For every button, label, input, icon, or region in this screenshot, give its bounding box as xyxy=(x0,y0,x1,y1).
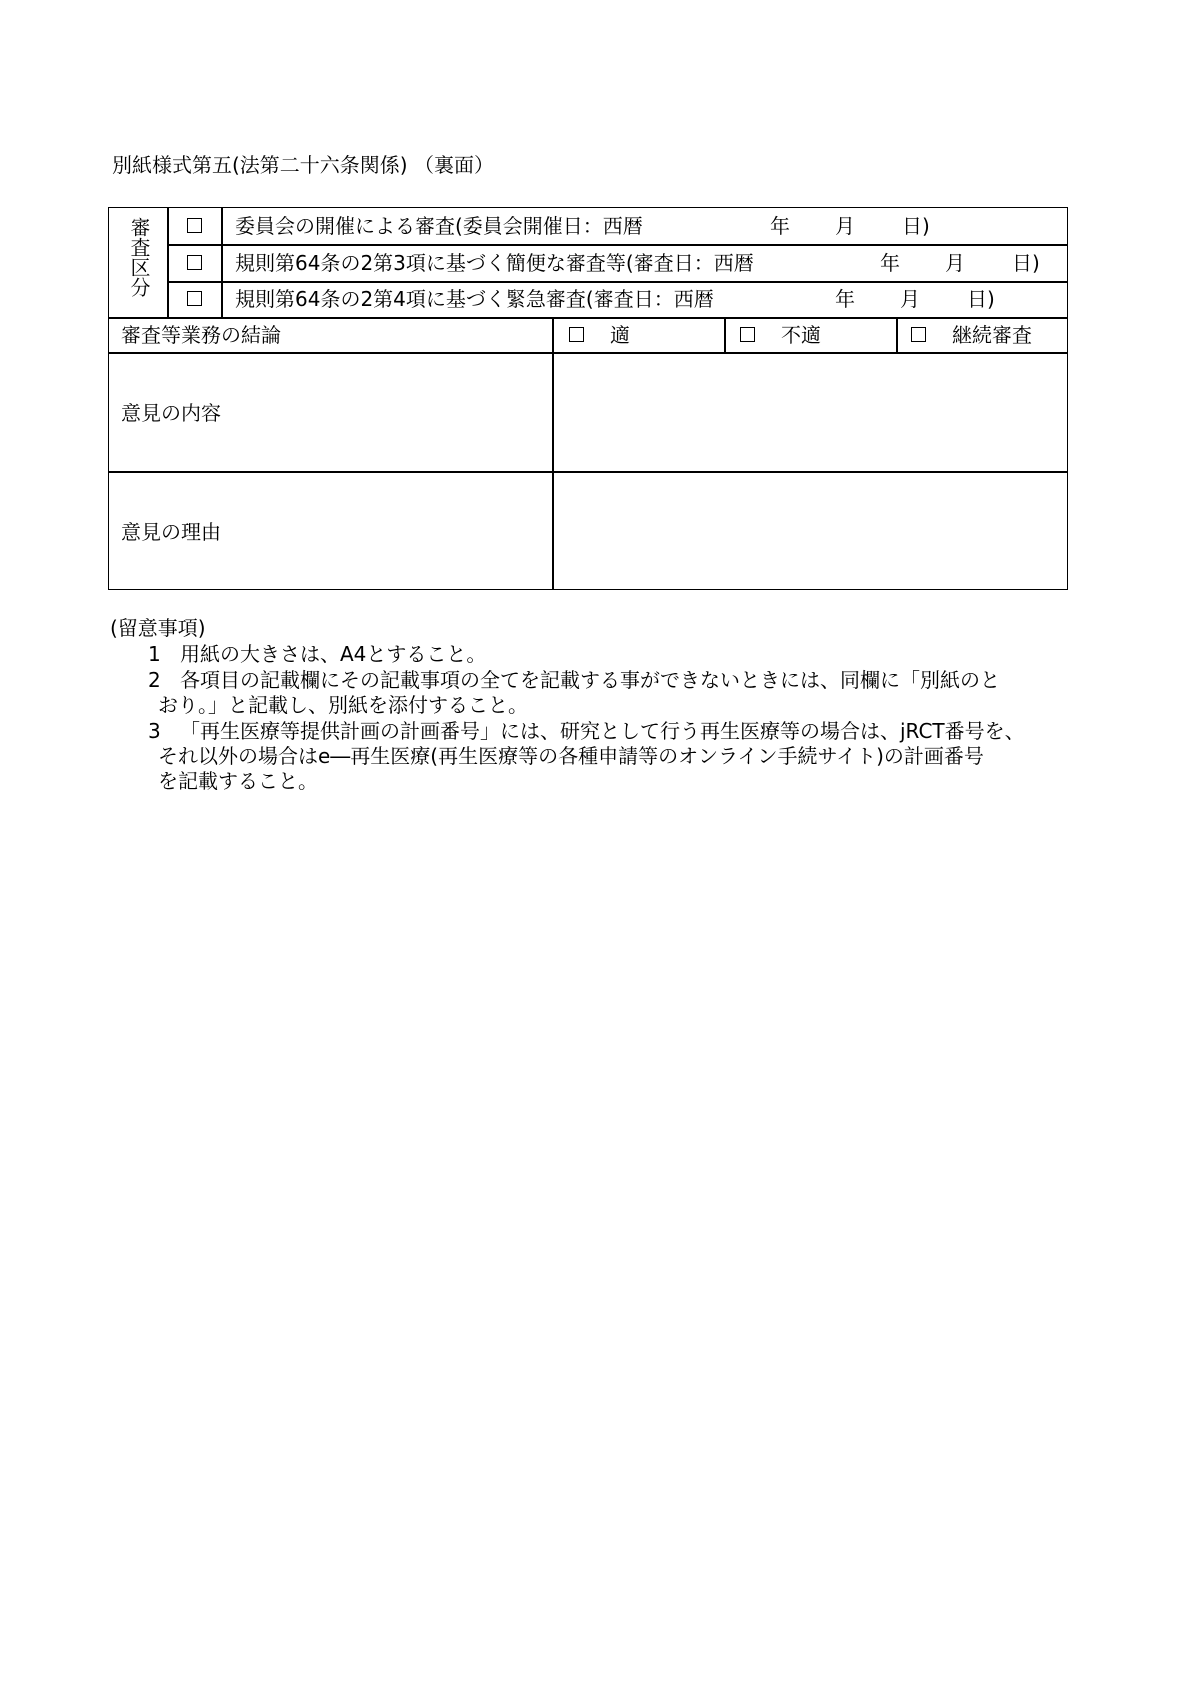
conclusion-inappropriate-checkbox[interactable] xyxy=(740,327,755,342)
emergency-year-label: 年 xyxy=(835,287,855,311)
opinion-reason-field[interactable] xyxy=(554,473,1067,589)
committee-day-label: 日) xyxy=(902,214,930,238)
review-type-simple-label: 規則第64条の2第3項に基づく簡便な審査等(審査日：西暦 xyxy=(235,251,754,275)
committee-year-label: 年 xyxy=(770,214,790,238)
emergency-month-label: 月 xyxy=(900,287,920,311)
conclusion-appropriate-checkbox[interactable] xyxy=(569,327,584,342)
row-divider xyxy=(108,317,1068,319)
row-divider xyxy=(167,281,1068,283)
review-category-label: 審査区分 xyxy=(127,217,151,297)
review-type-committee-label: 委員会の開催による審査(委員会開催日：西暦 xyxy=(235,214,643,238)
review-type-simple-checkbox[interactable] xyxy=(187,255,202,270)
review-type-emergency-label: 規則第64条の2第4項に基づく緊急審査(審査日：西暦 xyxy=(235,287,714,311)
review-type-committee-checkbox[interactable] xyxy=(187,218,202,233)
note-line: おり。」と記載し、別紙を添付すること。 xyxy=(158,693,528,717)
conclusion-continue-checkbox[interactable] xyxy=(911,327,926,342)
column-divider xyxy=(221,207,223,318)
page-title: 別紙様式第五(法第二十六条関係) （裏面） xyxy=(112,153,494,177)
note-line: 各項目の記載欄にその記載事項の全てを記載する事ができないときには、同欄に「別紙のと xyxy=(180,668,1000,692)
simple-month-label: 月 xyxy=(945,251,965,275)
note-line: 「再生医療等提供計画の計画番号」には、研究として行う再生医療等の場合は、jRCT番号を、 xyxy=(180,719,1025,743)
notes-heading: (留意事項) xyxy=(110,616,206,640)
opinion-content-label: 意見の内容 xyxy=(121,401,221,425)
note-line: を記載すること。 xyxy=(158,769,318,793)
opinion-content-field[interactable] xyxy=(554,354,1067,470)
simple-day-label: 日) xyxy=(1012,251,1040,275)
review-type-emergency-checkbox[interactable] xyxy=(187,291,202,306)
column-divider xyxy=(167,207,169,318)
opinion-reason-label: 意見の理由 xyxy=(121,520,221,544)
note-number: 3 xyxy=(148,719,161,743)
note-line: 用紙の大きさは、A4とすること。 xyxy=(180,642,487,666)
note-line: それ以外の場合はe―再生医療(再生医療等の各種申請等のオンライン手続サイト)の計画番号 xyxy=(158,744,984,768)
conclusion-inappropriate-label: 不適 xyxy=(781,323,821,347)
simple-year-label: 年 xyxy=(880,251,900,275)
note-number: 2 xyxy=(148,668,161,692)
column-divider xyxy=(724,317,726,353)
conclusion-appropriate-label: 適 xyxy=(610,323,630,347)
conclusion-label: 審査等業務の結論 xyxy=(121,323,281,347)
row-divider xyxy=(167,244,1068,246)
emergency-day-label: 日) xyxy=(967,287,995,311)
committee-month-label: 月 xyxy=(835,214,855,238)
note-number: 1 xyxy=(148,642,161,666)
column-divider xyxy=(896,317,898,353)
conclusion-continue-label: 継続審査 xyxy=(952,323,1032,347)
